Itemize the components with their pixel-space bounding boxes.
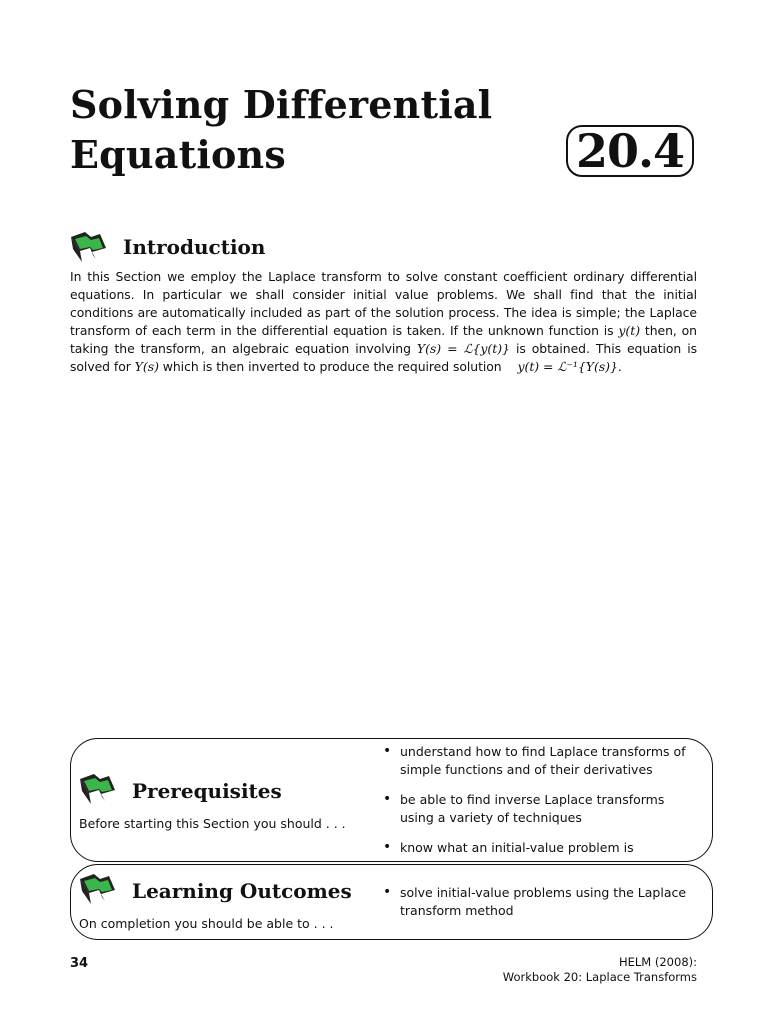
title-line-2: Equations [70, 132, 286, 177]
intro-math-3: Y(s) [134, 359, 159, 375]
footer-helm: HELM (2008): [618, 955, 697, 969]
learning-outcomes-subtitle: On completion you should be able to . . . [79, 916, 334, 931]
page-number: 34 [70, 956, 89, 971]
prerequisites-subtitle: Before starting this Section you should . . . [79, 816, 346, 831]
introduction-paragraph [70, 268, 697, 377]
intro-text-5: . [617, 359, 622, 375]
intro-math-2: Y(s) = ℒ{y(t)} [416, 341, 510, 357]
learning-outcomes-heading: Learning Outcomes [132, 879, 352, 903]
prerequisites-list [382, 743, 692, 857]
intro-text-3: is obtained. This equation is solved for [70, 341, 698, 375]
list-item: • know what an initial-value problem is [382, 839, 692, 857]
introduction-heading: Introduction [123, 235, 266, 259]
intro-math-1: y(t) [618, 323, 641, 339]
learning-outcomes-box [70, 864, 713, 940]
intro-text-2: then, on taking the transform, an algebraic equation involving [70, 323, 697, 357]
footer-source [503, 955, 697, 985]
footer-workbook: Workbook 20: Laplace Transforms [502, 970, 697, 984]
title-line-1: Solving Differential [70, 82, 493, 127]
list-item: • understand how to find Laplace transforms of simple functions and of their derivatives [382, 743, 692, 778]
intro-text-4: which is then inverted to produce the required solution [158, 359, 506, 375]
list-item: • be able to find inverse Laplace transforms using a variety of techniques [382, 791, 692, 826]
learning-outcomes-list [382, 884, 692, 919]
intro-text-1: In this Section we employ the Laplace transform to solve constant coefficient ordinary differential equations. In particular we shall consider initial value problems. We shall find that the initial conditions are automatically included as part of the solution process. The idea is simple; the Laplace transform of each term in the differential equation is taken. If the unknown function is [70, 269, 697, 339]
pointing-arrow-icon [77, 871, 117, 907]
pointing-arrow-icon [77, 771, 117, 807]
intro-math-4: y(t) = ℒ⁻¹{Y(s)} [517, 359, 618, 375]
pointing-arrow-icon [68, 229, 108, 265]
prerequisites-heading: Prerequisites [132, 779, 282, 803]
list-item: • solve initial-value problems using the Laplace transform method [382, 884, 692, 919]
page-title [70, 80, 492, 180]
section-number-badge: 20.4 [566, 125, 694, 177]
prerequisites-box [70, 738, 713, 862]
